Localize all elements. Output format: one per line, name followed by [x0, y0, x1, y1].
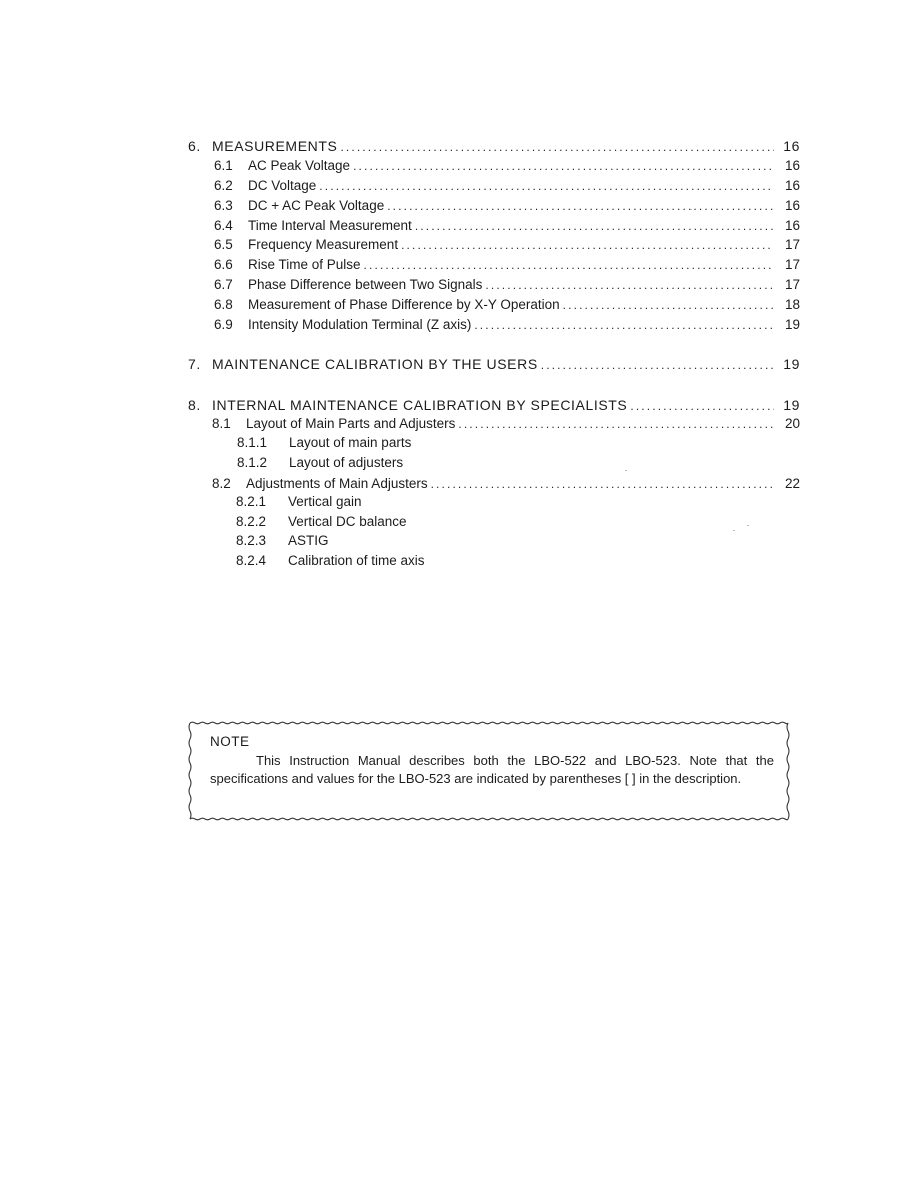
toc-title: Time Interval Measurement: [248, 218, 412, 233]
dot-leader: [415, 219, 774, 233]
toc-title: Layout of Main Parts and Adjusters: [246, 416, 456, 431]
toc-number: 6.2: [214, 178, 233, 193]
toc-item-8-1: [212, 416, 800, 436]
toc-title: Adjustments of Main Adjusters: [246, 476, 428, 491]
toc-page: 19: [783, 397, 800, 413]
toc-number: 6.3: [214, 198, 233, 213]
toc-page: 16: [784, 178, 800, 193]
toc-section-7: [188, 356, 800, 376]
toc-item-6-2: [214, 178, 800, 198]
toc-page: 16: [783, 138, 800, 154]
toc-item-8-1-2: [237, 455, 637, 475]
toc-number: 6.6: [214, 257, 233, 272]
toc-section-8: [188, 397, 800, 417]
scan-speck: [625, 470, 627, 471]
toc-title: MAINTENANCE CALIBRATION BY THE USERS: [212, 356, 538, 372]
toc-item-6-3: [214, 198, 800, 218]
dot-leader: [541, 358, 774, 372]
toc-page: 19: [783, 356, 800, 372]
toc-page: 17: [784, 237, 800, 252]
toc-title: AC Peak Voltage: [248, 158, 351, 173]
toc-number: 6.4: [214, 218, 233, 233]
toc-title: Rise Time of Pulse: [248, 257, 361, 272]
toc-title: Frequency Measurement: [248, 237, 399, 252]
toc-title: Intensity Modulation Terminal (Z axis): [248, 317, 472, 332]
toc-item-6-9: [214, 317, 800, 337]
toc-number: 7.: [188, 356, 201, 372]
toc-title: ASTIG: [288, 533, 329, 548]
scan-speck: [733, 530, 735, 531]
toc-item-8-1-1: [237, 435, 637, 455]
dot-leader: [353, 159, 774, 173]
toc-title: INTERNAL MAINTENANCE CALIBRATION BY SPECIALISTS: [212, 397, 628, 413]
dot-leader: [431, 477, 774, 491]
dot-leader: [319, 179, 774, 193]
toc-title: Measurement of Phase Difference by X-Y Operation: [248, 297, 560, 312]
note-body-text: This Instruction Manual describes both the LBO-522 and LBO-523. Note that the specifications and values for the LBO-523 are indicated by parentheses [ ] in the description.: [210, 753, 774, 786]
toc-item-6-5: [214, 237, 800, 257]
scan-speck: [690, 209, 692, 210]
dot-leader: [458, 417, 774, 431]
toc-page: 18: [784, 297, 800, 312]
note-text: [210, 752, 774, 787]
dot-leader: [630, 399, 774, 413]
toc-item-6-4: [214, 218, 800, 238]
toc-title: MEASUREMENTS: [212, 138, 338, 154]
toc-page: 16: [784, 198, 800, 213]
toc-number: 8.: [188, 397, 201, 413]
toc-number: 8.1.1: [237, 435, 268, 450]
toc-page: 20: [784, 416, 800, 431]
dot-leader: [474, 318, 774, 332]
toc-section-6: [188, 138, 800, 158]
dot-leader: [364, 258, 774, 272]
dot-leader: [563, 298, 774, 312]
toc-page: 17: [784, 277, 800, 292]
toc-title: Layout of adjusters: [289, 455, 404, 470]
toc-number: 6.8: [214, 297, 233, 312]
toc-title: DC + AC Peak Voltage: [248, 198, 385, 213]
toc-number: 8.2: [212, 476, 231, 491]
toc-number: 6.9: [214, 317, 233, 332]
toc-number: 6.5: [214, 237, 233, 252]
toc-page: 16: [784, 158, 800, 173]
toc-title: Phase Difference between Two Signals: [248, 277, 483, 292]
toc-page: 16: [784, 218, 800, 233]
toc-title: Vertical gain: [288, 494, 362, 509]
dot-leader: [485, 278, 774, 292]
toc-item-6-1: [214, 158, 800, 178]
toc-number: 8.2.4: [236, 553, 267, 568]
toc-item-8-2-1: [236, 494, 636, 514]
toc-page: 22: [784, 476, 800, 491]
toc-item-6-7: [214, 277, 800, 297]
toc-number: 6.1: [214, 158, 233, 173]
toc-number: 6.7: [214, 277, 233, 292]
toc-item-8-2-4: [236, 553, 636, 573]
dot-leader: [401, 238, 774, 252]
toc-title: DC Voltage: [248, 178, 317, 193]
toc-number: 8.2.1: [236, 494, 267, 509]
toc-number: 8.1: [212, 416, 231, 431]
toc-item-6-6: [214, 257, 800, 277]
toc-item-8-2: [212, 476, 800, 496]
toc-page: 17: [784, 257, 800, 272]
toc-number: 8.2.2: [236, 514, 267, 529]
toc-item-8-2-2: [236, 514, 636, 534]
toc-title: Calibration of time axis: [288, 553, 425, 568]
toc-item-8-2-3: [236, 533, 636, 553]
toc-item-6-8: [214, 297, 800, 317]
toc-page: 19: [784, 317, 800, 332]
scan-speck: [747, 525, 749, 526]
dot-leader: [387, 199, 774, 213]
toc-number: 8.2.3: [236, 533, 267, 548]
toc-number: 8.1.2: [237, 455, 268, 470]
dot-leader: [340, 140, 774, 154]
note-box: [176, 718, 790, 824]
toc-title: Layout of main parts: [289, 435, 412, 450]
toc-title: Vertical DC balance: [288, 514, 407, 529]
note-title: NOTE: [210, 734, 250, 749]
toc-number: 6.: [188, 138, 201, 154]
